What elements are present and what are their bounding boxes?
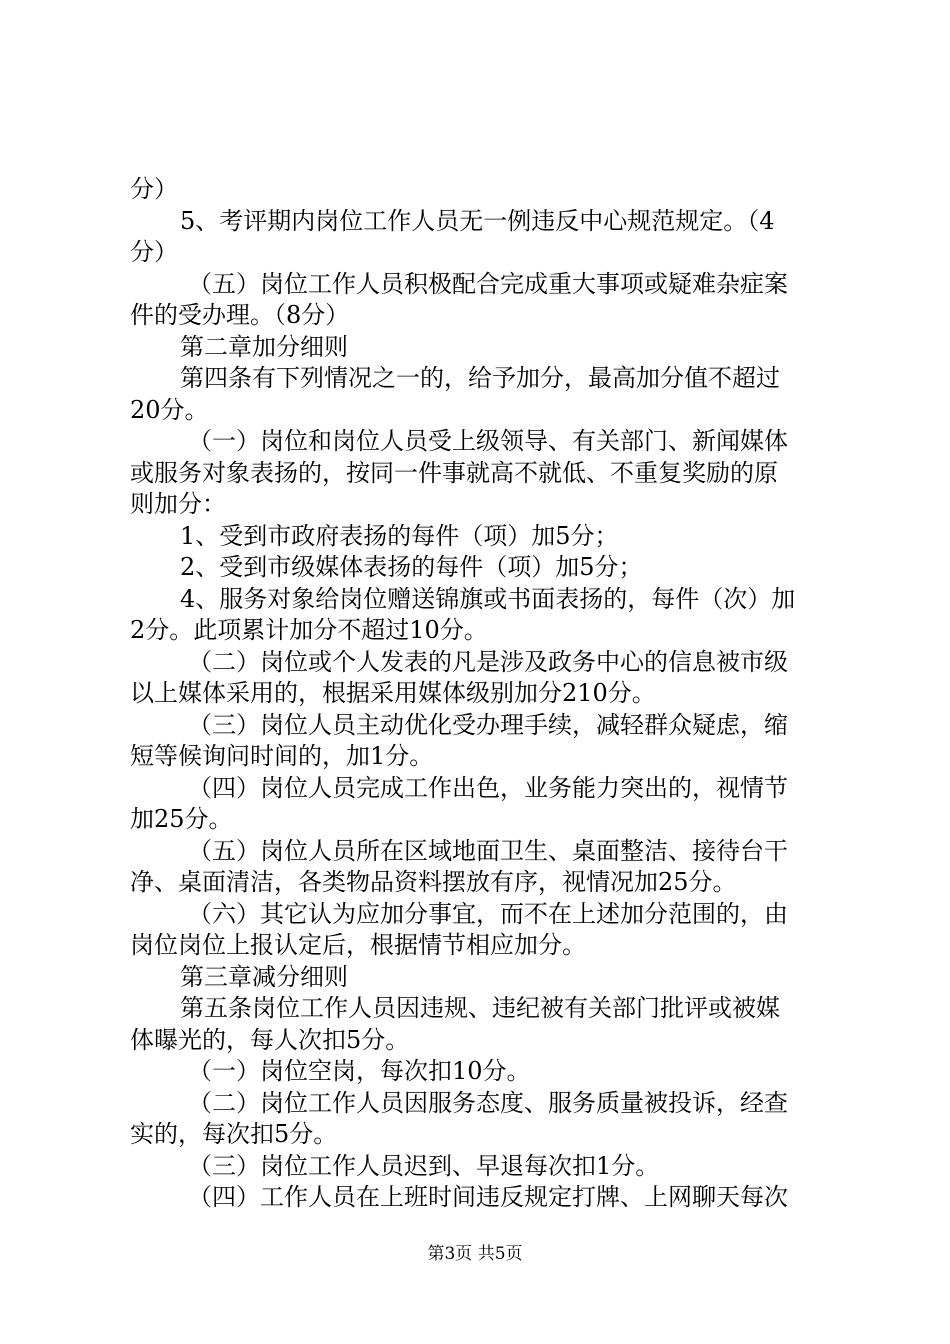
text-line: （六）其它认为应加分事宜，而不在上述加分范围的，由	[188, 899, 788, 928]
document-body	[130, 174, 833, 1214]
text-line: 短等候询问时间的，加1分。	[130, 742, 434, 770]
text-line: 分）	[130, 175, 178, 203]
text-line: 或服务对象表扬的，按同一件事就高不就低、不重复奖励的原	[130, 458, 778, 487]
text-line: 第三章减分细则	[180, 962, 348, 991]
text-line: 件的受办理。（8分）	[130, 301, 350, 329]
text-line: 则加分：	[130, 490, 226, 518]
text-line: 第二章加分细则	[180, 332, 348, 361]
text-line: （五）岗位人员所在区域地面卫生、桌面整洁、接待台干	[188, 836, 788, 865]
text-line: （四）岗位人员完成工作出色，业务能力突出的，视情节	[188, 773, 788, 802]
text-line: （二）岗位工作人员因服务态度、服务质量被投诉，经查	[188, 1088, 788, 1117]
text-line: 净、桌面清洁，各类物品资料摆放有序，视情况加25分。	[130, 868, 737, 896]
text-line: 20分。	[130, 395, 209, 424]
text-line: 实的，每次扣5分。	[130, 1120, 338, 1148]
page-footer: 第3页 共5页	[427, 1244, 523, 1264]
text-line: （五）岗位工作人员积极配合完成重大事项或疑难杂症案	[188, 269, 788, 298]
text-line: 第五条岗位工作人员因违规、违纪被有关部门批评或被媒	[180, 994, 780, 1022]
text-line: 分）	[130, 238, 178, 266]
text-line: 2分。此项累计加分不超过10分。	[130, 616, 488, 644]
text-line: 以上媒体采用的，根据采用媒体级别加分210分。	[130, 679, 656, 707]
text-line: 第四条有下列情况之一的，给予加分，最高加分值不超过	[180, 364, 780, 392]
text-line: （一）岗位空岗，每次扣10分。	[188, 1057, 531, 1085]
text-line: （四）工作人员在上班时间违反规定打牌、上网聊天每次	[188, 1183, 788, 1211]
text-line: 5、考评期内岗位工作人员无一例违反中心规范规定。（4	[180, 206, 775, 235]
text-line: 1、受到市政府表扬的每件（项）加5分；	[180, 521, 619, 550]
text-line: （一）岗位和岗位人员受上级领导、有关部门、新闻媒体	[188, 427, 788, 455]
text-line: （三）岗位人员主动优化受办理手续，减轻群众疑虑，缩	[188, 710, 788, 739]
text-line: 4、服务对象给岗位赠送锦旗或书面表扬的，每件（次）加	[180, 584, 796, 613]
text-line: （三）岗位工作人员迟到、早退每次扣1分。	[188, 1151, 660, 1180]
text-line: 2、受到市级媒体表扬的每件（项）加5分；	[180, 553, 643, 581]
text-line: （二）岗位或个人发表的凡是涉及政务中心的信息被市级	[188, 647, 788, 676]
text-line: 岗位岗位上报认定后，根据情节相应加分。	[130, 931, 586, 959]
text-line: 加25分。	[130, 805, 233, 833]
text-line: 体曝光的，每人次扣5分。	[130, 1025, 410, 1054]
